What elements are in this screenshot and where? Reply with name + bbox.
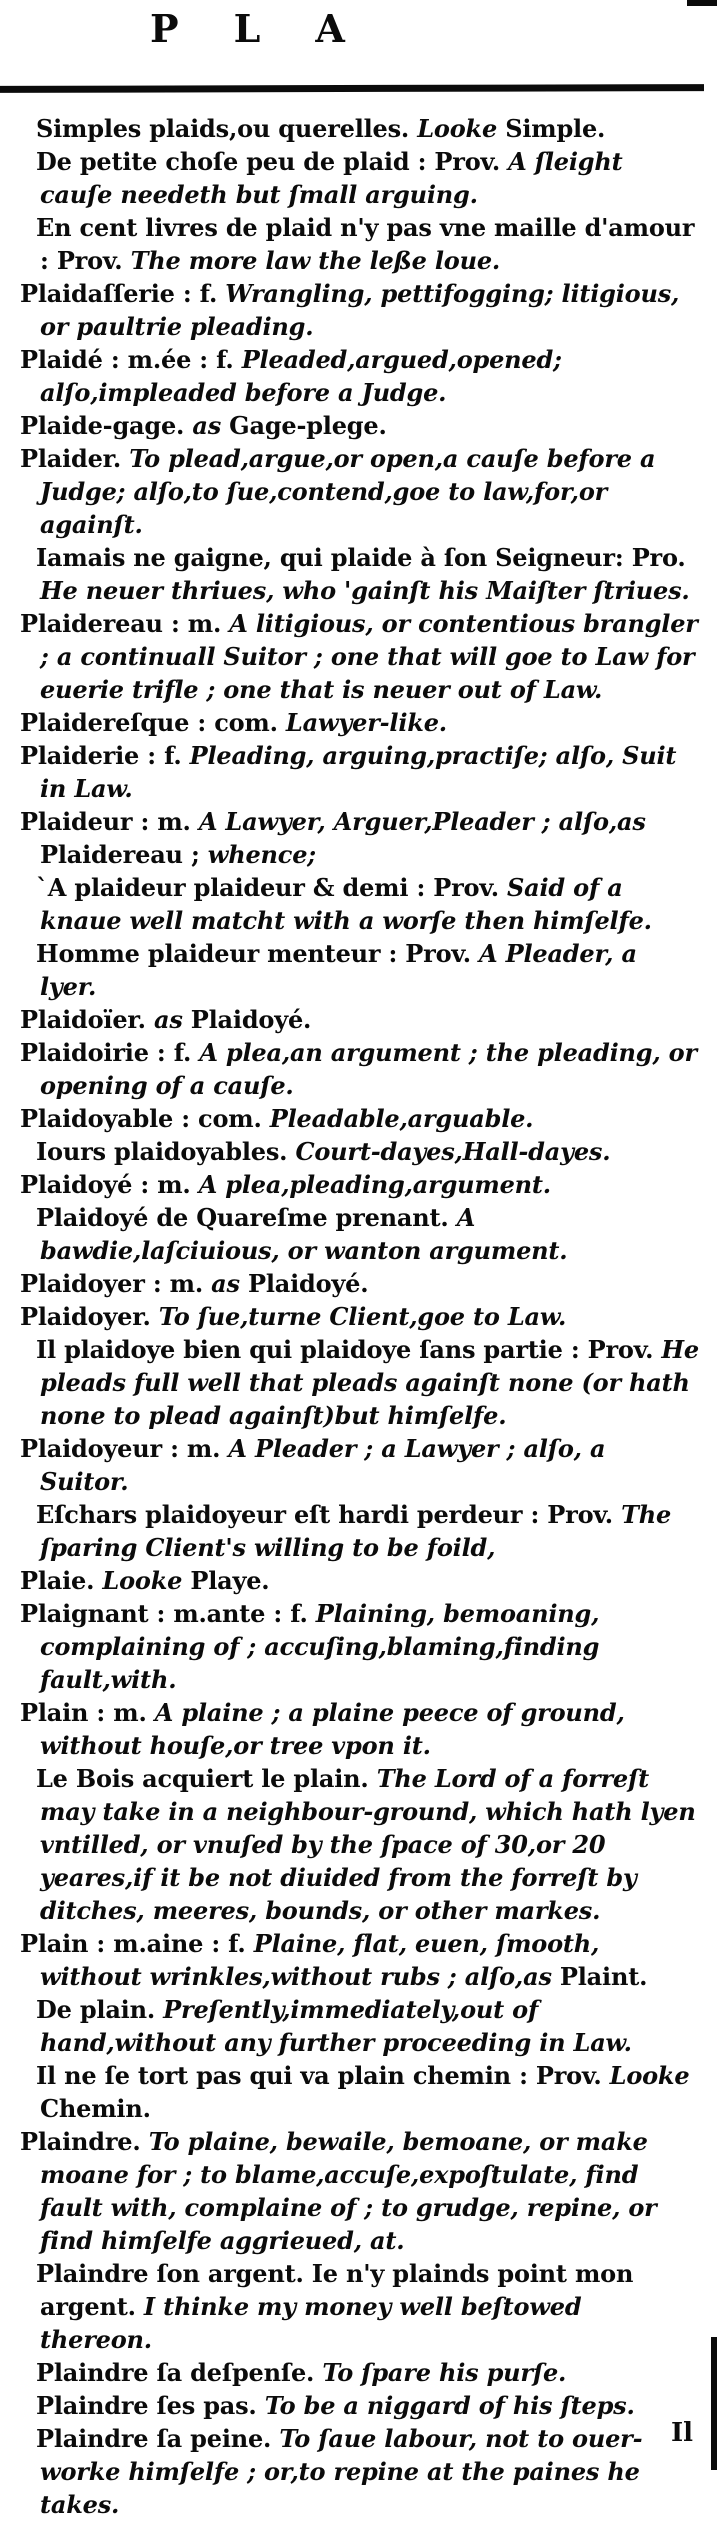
- entry-text-segment: Eſchars plaidoyeur eſt hardi perdeur : Prov.: [36, 1500, 622, 1529]
- dictionary-entry: [20, 1267, 701, 1300]
- entry-text-segment: Plaine, flat, euen, ſmooth, without wrinkles,without rubs ; alſo,as: [40, 1929, 600, 1991]
- scan-artifact-top-right: [687, 0, 717, 6]
- dictionary-entry: [36, 2389, 701, 2422]
- dictionary-entry: [20, 1927, 701, 1993]
- entry-text-segment: De plain.: [36, 1995, 164, 2024]
- entry-text-segment: Chemin.: [40, 2094, 151, 2123]
- entry-text-segment: A plea,pleading,argument.: [198, 1170, 551, 1199]
- entry-text-segment: Plaidereau : m.: [20, 609, 230, 638]
- entry-text-segment: Court-dayes,Hall-dayes.: [295, 1137, 611, 1166]
- entry-text-segment: Pleading, arguing,practiſe; alſo, Suit in Law.: [40, 741, 677, 803]
- dictionary-entry: [36, 1498, 701, 1564]
- entry-text-segment: To plaine, bewaile, bemoane, or make moane for ; to blame,accuſe,expoſtulate, find fault with, complaine of ; to grudge, repine, or find himſelfe aggrieued, at.: [40, 2127, 657, 2255]
- entry-text-segment: Wrangling, pettifogging; litigious, or paultrie pleading.: [40, 279, 680, 341]
- entry-text-segment: Il plaidoye bien qui plaidoye ſans partie : Prov.: [36, 1335, 662, 1364]
- dictionary-entry: [20, 1696, 701, 1762]
- entry-text-segment: Iours plaidoyables.: [36, 1137, 296, 1166]
- entry-text-segment: Plaindre ſa peine.: [36, 2424, 280, 2453]
- entry-text-segment: De petite choſe peu de plaid : Prov.: [36, 147, 509, 176]
- dictionary-entry: [20, 343, 701, 409]
- entry-text-segment: To ſue,turne Client,goe to Law.: [158, 1302, 567, 1331]
- entry-text-segment: Looke: [609, 2061, 690, 2090]
- entry-text-segment: as: [211, 1269, 248, 1298]
- entry-text-segment: Simples plaids,ou querelles.: [36, 114, 418, 143]
- entry-text-segment: En cent livres de plaid n'y pas vne maille d'amour : Prov.: [36, 213, 695, 275]
- entry-text-segment: Plaidereſque : com.: [20, 708, 286, 737]
- entry-text-segment: Plaidoyable : com.: [20, 1104, 270, 1133]
- entry-text-segment: Said of a knaue well matcht with a worſe then himſelfe.: [40, 873, 652, 935]
- dictionary-entry: [20, 2125, 701, 2257]
- entry-text-segment: Plain : m.: [20, 1698, 155, 1727]
- dictionary-entry: [36, 1201, 701, 1267]
- dictionary-entry: [20, 1432, 701, 1498]
- entries-column: [0, 96, 717, 2521]
- entry-text-segment: Plaidoïer.: [20, 1005, 154, 1034]
- dictionary-entry: [20, 739, 701, 805]
- dictionary-entry: [20, 706, 701, 739]
- scan-artifact-right-bar: [711, 2337, 717, 2470]
- entry-text-segment: Pleaded,argued,opened; alſo,impleaded before a Judge.: [40, 345, 562, 407]
- entry-text-segment: Plaidoyé de Quareſme prenant.: [36, 1203, 457, 1232]
- entry-text-segment: Plaindre ſon argent. Ie n'y plainds point mon argent.: [36, 2259, 634, 2321]
- entry-text-segment: A ſleight cauſe needeth but ſmall arguing.: [40, 147, 623, 209]
- dictionary-entry: [20, 409, 701, 442]
- entry-text-segment: Iamais ne gaigne, qui plaide à ſon Seigneur: Pro.: [36, 543, 686, 572]
- dictionary-entry: [36, 211, 701, 277]
- entry-text-segment: A Lawyer, Arguer,Pleader ; alſo,as: [198, 807, 646, 836]
- entry-text-segment: I thinke my money well beſtowed thereon.: [40, 2292, 582, 2354]
- dictionary-entry: [20, 1036, 701, 1102]
- entry-text-segment: A Pleader ; a Lawyer ; alſo, a Suitor.: [40, 1434, 606, 1496]
- entry-text-segment: To be a niggard of his ſteps.: [264, 2391, 635, 2420]
- dictionary-entry: [20, 805, 701, 871]
- page-header: [0, 0, 717, 96]
- entry-text-segment: Plaider.: [20, 444, 130, 473]
- dictionary-entry: [36, 2257, 701, 2356]
- entry-text-segment: `A plaideur plaideur & demi : Prov.: [36, 873, 508, 902]
- entry-text-segment: Looke: [417, 114, 506, 143]
- entry-text-segment: The Lord of a forreſt may take in a neighbour-ground, which hath lyen vntilled, or vnuſed by the ſpace of 30,or 20 yeares,if it be not diuided from the forreſt by ditches, meeres, bounds, or other markes.: [40, 1764, 696, 1925]
- entry-text-segment: Plaignant : m.ante : f.: [20, 1599, 316, 1628]
- entry-text-segment: Plaie.: [20, 1566, 103, 1595]
- entry-text-segment: Plaint.: [559, 1962, 648, 1991]
- dictionary-entry: [20, 607, 701, 706]
- entry-text-segment: Plaindre ſes pas.: [36, 2391, 265, 2420]
- entry-text-segment: He neuer thriues, who 'gainſt his Maiſter ſtriues.: [40, 576, 690, 605]
- entry-text-segment: Plaidoirie : f.: [20, 1038, 200, 1067]
- entry-text-segment: Plaidaſſerie : f.: [20, 279, 226, 308]
- entry-text-segment: Le Bois acquiert le plain.: [36, 1764, 377, 1793]
- entry-text-segment: whence;: [207, 840, 316, 869]
- dictionary-entry: [36, 937, 701, 1003]
- dictionary-entry: [20, 277, 701, 343]
- entry-text-segment: Preſently,immediately,out of hand,without any further proceeding in Law.: [40, 1995, 632, 2057]
- entry-text-segment: Plaidoyé : m.: [20, 1170, 199, 1199]
- entry-text-segment: To ſaue labour, not to ouer-worke himſelfe ; or,to repine at the paines he takes.: [40, 2424, 643, 2519]
- dictionary-entry: [20, 1168, 701, 1201]
- catchword: Il: [670, 2418, 693, 2448]
- entry-text-segment: Plaidoyé.: [190, 1005, 312, 1034]
- dictionary-entry: [36, 871, 701, 937]
- entry-text-segment: Plaidoyé.: [248, 1269, 369, 1298]
- dictionary-entry: [36, 1993, 701, 2059]
- dictionary-entry: [20, 1102, 701, 1135]
- dictionary-entry: [20, 442, 701, 541]
- entry-text-segment: Simple.: [505, 114, 606, 143]
- entry-text-segment: Homme plaideur menteur : Prov.: [36, 939, 480, 968]
- entry-text-segment: Plaidoyer.: [20, 1302, 159, 1331]
- entry-text-segment: Plaidé : m.ée : f.: [20, 345, 242, 374]
- entry-text-segment: Plain : m.aine : f.: [20, 1929, 254, 1958]
- entry-text-segment: Playe.: [190, 1566, 270, 1595]
- dictionary-entry: [36, 541, 701, 607]
- entry-text-segment: as: [153, 1005, 191, 1034]
- entry-text-segment: Gage-plege.: [229, 411, 387, 440]
- entry-text-segment: Plaiderie : f.: [20, 741, 190, 770]
- entry-text-segment: as: [192, 411, 230, 440]
- entry-text-segment: Lawyer-like.: [285, 708, 447, 737]
- entry-text-segment: Plaindre ſa deſpenſe.: [36, 2358, 323, 2387]
- entry-text-segment: Plaidoyer : m.: [20, 1269, 212, 1298]
- entry-text-segment: To plead,argue,or open,a cauſe before a Judge; alſo,to ſue,contend,goe to law,for,or againſt.: [40, 444, 656, 539]
- entry-text-segment: A bawdie,laſciuious, or wanton argument.: [40, 1203, 568, 1265]
- dictionary-entry: [36, 112, 701, 145]
- dictionary-entry: [20, 1003, 701, 1036]
- entry-text-segment: A litigious, or contentious brangler ; a continuall Suitor ; one that will goe to Law for euerie trifle ; one that is neuer out of Law.: [40, 609, 698, 704]
- dictionary-entry: [36, 1762, 701, 1927]
- entry-text-segment: Plaidereau ;: [40, 840, 208, 869]
- entry-text-segment: Plaide-gage.: [20, 411, 193, 440]
- dictionary-entry: [36, 1135, 701, 1168]
- entry-text-segment: A Pleader, a lyer.: [40, 939, 637, 1001]
- entry-text-segment: The ſparing Client's willing to be foild,: [40, 1500, 672, 1562]
- entry-text-segment: Plaidoyeur : m.: [20, 1434, 229, 1463]
- entry-text-segment: The more law the leße loue.: [130, 246, 501, 275]
- header-rule: [0, 84, 704, 93]
- page-header-letters: P L A: [150, 6, 366, 51]
- entry-text-segment: A plea,an argument ; the pleading, or opening of a cauſe.: [40, 1038, 697, 1100]
- dictionary-entry: [20, 1300, 701, 1333]
- entry-text-segment: Pleadable,arguable.: [269, 1104, 534, 1133]
- entry-text-segment: Plaindre.: [20, 2127, 149, 2156]
- entry-text-segment: Il ne ſe tort pas qui va plain chemin : Prov.: [36, 2061, 610, 2090]
- entry-text-segment: To ſpare his purſe.: [322, 2358, 567, 2387]
- dictionary-entry: [36, 2059, 701, 2125]
- dictionary-entry: [36, 2356, 701, 2389]
- entry-text-segment: A plaine ; a plaine peece of ground, without houſe,or tree vpon it.: [40, 1698, 625, 1760]
- dictionary-entry: [20, 1564, 701, 1597]
- dictionary-entry: [36, 2422, 701, 2521]
- dictionary-entry: [36, 145, 701, 211]
- dictionary-entry: [20, 1597, 701, 1696]
- entry-text-segment: Looke: [102, 1566, 191, 1595]
- dictionary-entry: [36, 1333, 701, 1432]
- entry-text-segment: He pleads full well that pleads againſt none (or hath none to plead againſt)but himſelfe.: [40, 1335, 699, 1430]
- entry-text-segment: Plaining, bemoaning, complaining of ; accuſing,blaming,finding fault,with.: [40, 1599, 600, 1694]
- entry-text-segment: Plaideur : m.: [20, 807, 199, 836]
